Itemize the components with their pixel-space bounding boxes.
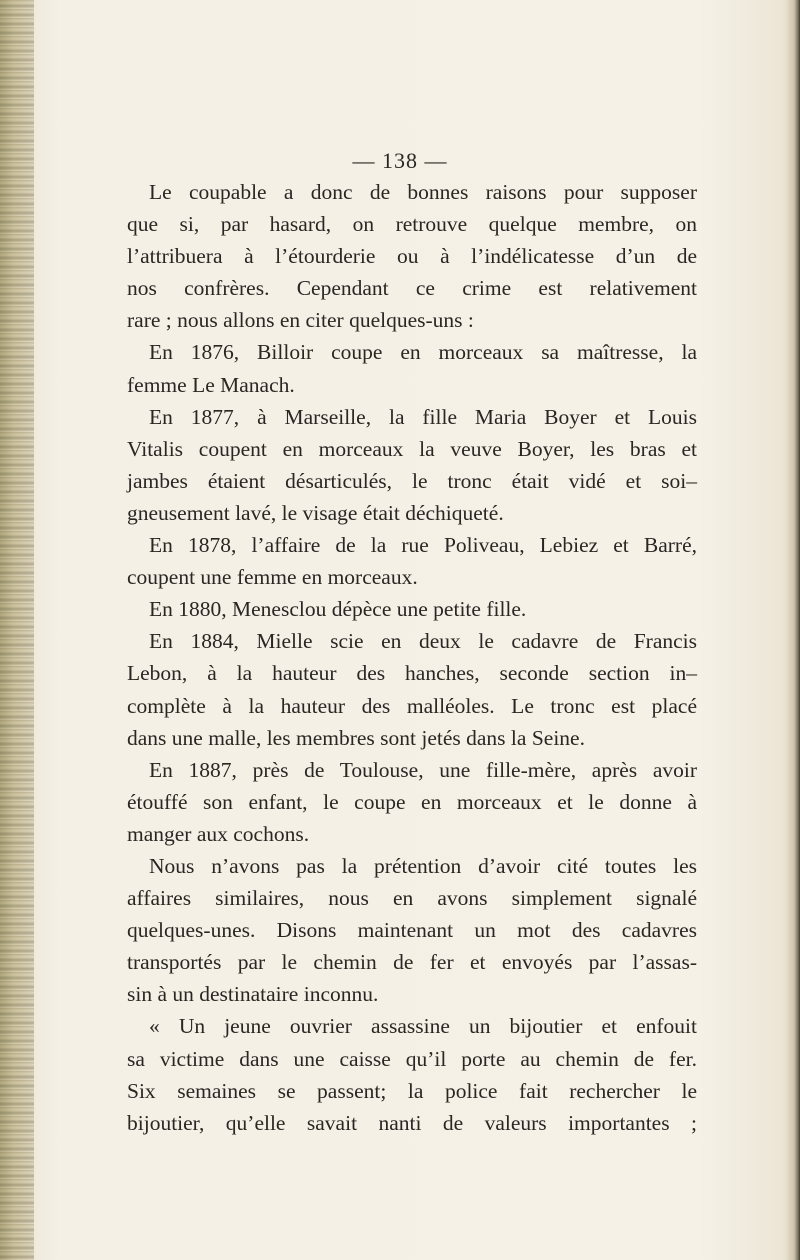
text-line: que si, par hasard, on retrouve quelque membre, on xyxy=(127,212,697,237)
text-line: transportés par le chemin de fer et envoyés par l’assas- xyxy=(127,950,697,975)
text-line: coupent une femme en morceaux. xyxy=(127,565,418,590)
text-line: En 1877, à Marseille, la fille Maria Boyer et Louis xyxy=(149,404,697,429)
text-line: bijoutier, qu’elle savait nanti de valeurs importantes ; xyxy=(127,1110,697,1135)
text-line: Vitalis coupent en morceaux la veuve Boyer, les bras et xyxy=(127,436,697,461)
text-line: En 1878, l’affaire de la rue Poliveau, Lebiez et Barré, xyxy=(149,533,697,558)
text-line: sa victime dans une caisse qu’il porte au chemin de fer. xyxy=(127,1046,697,1071)
text-line: quelques-unes. Disons maintenant un mot des cadavres xyxy=(127,918,697,943)
page-binding-edge xyxy=(0,0,34,1260)
text-line: Le coupable a donc de bonnes raisons pour supposer xyxy=(149,180,697,204)
text-line: rare ; nous allons en citer quelques-uns : xyxy=(127,308,474,333)
body-text xyxy=(127,176,697,1139)
page-number: — 138 — xyxy=(352,148,448,173)
text-line: affaires similaires, nous en avons simplement signalé xyxy=(127,886,697,911)
text-line: manger aux cochons. xyxy=(127,821,310,846)
text-line: sin à un destinataire inconnu. xyxy=(127,982,379,1007)
text-line: gneusement lavé, le visage était déchiqueté. xyxy=(127,500,504,525)
text-line: Six semaines se passent; la police fait rechercher le xyxy=(127,1078,697,1103)
text-line: Lebon, à la hauteur des hanches, seconde section in– xyxy=(127,661,697,686)
text-line: l’attribuera à l’étourderie ou à l’indélicatesse d’un de xyxy=(127,244,697,269)
text-line: dans une malle, les membres sont jetés dans la Seine. xyxy=(127,725,585,750)
text-line: étouffé son enfant, le coupe en morceaux et le donne à xyxy=(127,789,697,814)
text-line: complète à la hauteur des malléoles. Le tronc est placé xyxy=(127,693,697,718)
text-line: femme Le Manach. xyxy=(127,372,295,397)
text-line: jambes étaient désarticulés, le tronc était vidé et soi– xyxy=(127,468,697,493)
text-line: Nous n’avons pas la prétention d’avoir cité toutes les xyxy=(149,853,697,878)
text-line: En 1880, Menesclou dépèce une petite fille. xyxy=(149,597,527,622)
text-line: « Un jeune ouvrier assassine un bijoutier et enfouit xyxy=(149,1014,697,1039)
text-line: En 1884, Mielle scie en deux le cadavre de Francis xyxy=(149,629,697,654)
text-line: nos confrères. Cependant ce crime est relativement xyxy=(127,276,697,301)
text-line: En 1887, près de Toulouse, une fille-mère, après avoir xyxy=(149,757,697,782)
text-line: En 1876, Billoir coupe en morceaux sa maîtresse, la xyxy=(149,340,697,365)
page-right-edge xyxy=(786,0,800,1260)
